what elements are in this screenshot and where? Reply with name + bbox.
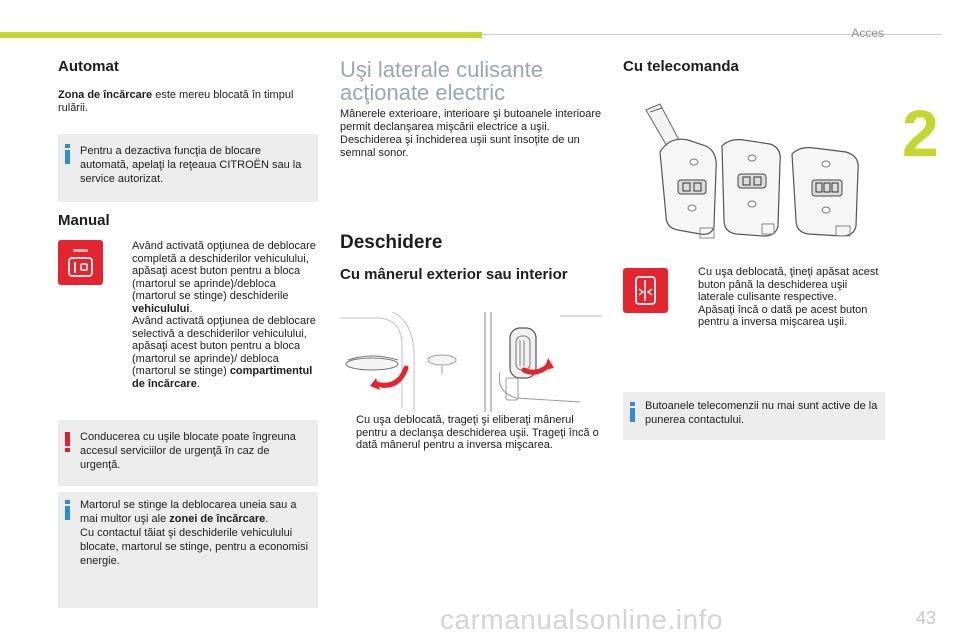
automat-heading: Automat	[58, 58, 119, 75]
opening-heading: Deschidere	[340, 232, 443, 253]
chapter-number: 2	[902, 96, 939, 170]
info-box-text: Martorul se stinge la deblocarea uneia sau a mai multor uşi ale zonei de încărcare. Cu contactul tăiat şi deschiderile vehiculului blocate, martorul se stinge, pentru a economisi energie.	[80, 499, 309, 567]
list-item: Având activată opţiunea de deblocare selectivă a deschiderilor vehiculului, apăsaţi acest buton pentru a bloca (martorul se aprinde)/ debloca (martorul se stinge) compartimentul de încărcare.	[132, 315, 316, 390]
info-box-text: Butoanele telecomenzii nu mai sunt active de la punerea contactului.	[645, 400, 878, 426]
list-item: Apăsaţi încă o dată pe acest buton pentru a inversa mişcarea uşii.	[698, 303, 868, 328]
handle-instruction	[340, 414, 602, 452]
list-item: Cu uşa deblocată, trageţi şi eliberaţi mânerul pentru a declanşa deschiderea uşii. Trageţi încă o dată mânerul pentru a inversa mişcarea.	[356, 414, 599, 451]
info-box-deactivate	[58, 134, 318, 202]
info-icon	[65, 500, 70, 520]
door-handle-illustration	[340, 312, 602, 412]
sliding-doors-title: Uşi laterale culisante acţionate electric	[340, 57, 543, 105]
watermark: carmanualsonline.info	[440, 604, 723, 635]
remote-list	[682, 266, 882, 329]
section-name: Acces	[851, 26, 884, 40]
sliding-door-button-icon	[623, 268, 668, 313]
sliding-doors-intro: Mânerele exterioare, interioare şi butoanele interioare permit declanşarea mişcării electrice a uşii. Deschiderea şi închiderea uşii sunt însoţite de un semnal sonor.	[340, 108, 602, 159]
header-accent-bar	[0, 32, 482, 38]
lock-button-icon	[58, 240, 103, 285]
warning-icon	[65, 432, 71, 452]
remote-heading: Cu telecomanda	[623, 58, 739, 75]
warning-box	[58, 420, 318, 486]
info-box-remote	[623, 392, 885, 440]
warning-text: Conducerea cu uşile blocate poate îngreuna accesul serviciilor de urgenţă în caz de urgenţă.	[80, 431, 296, 471]
info-icon	[630, 402, 635, 422]
manual-heading: Manual	[58, 212, 110, 229]
info-box-text: Pentru a dezactiva funcţia de blocare automată, apelaţi la reţeaua CITROËN sau la service autorizat.	[80, 145, 302, 185]
page-number: 43	[915, 608, 936, 628]
handle-heading: Cu mânerul exterior sau interior	[340, 266, 568, 283]
info-icon	[65, 144, 70, 164]
manual-list	[116, 240, 316, 390]
info-box-martor	[58, 492, 318, 608]
automat-paragraph: Zona de încărcare este mereu blocată în timpul rulării.	[58, 89, 294, 114]
remote-keys-illustration	[640, 100, 880, 242]
list-item: Având activată opţiunea de deblocare completă a deschiderilor vehiculului, apăsaţi acest buton pentru a bloca (martorul se aprinde)/debloca (martorul se stinge) deschiderile vehiculului.	[132, 240, 316, 315]
list-item: Cu uşa deblocată, ţineţi apăsat acest buton până la deschiderea uşii laterale culisante respective.	[698, 266, 879, 303]
